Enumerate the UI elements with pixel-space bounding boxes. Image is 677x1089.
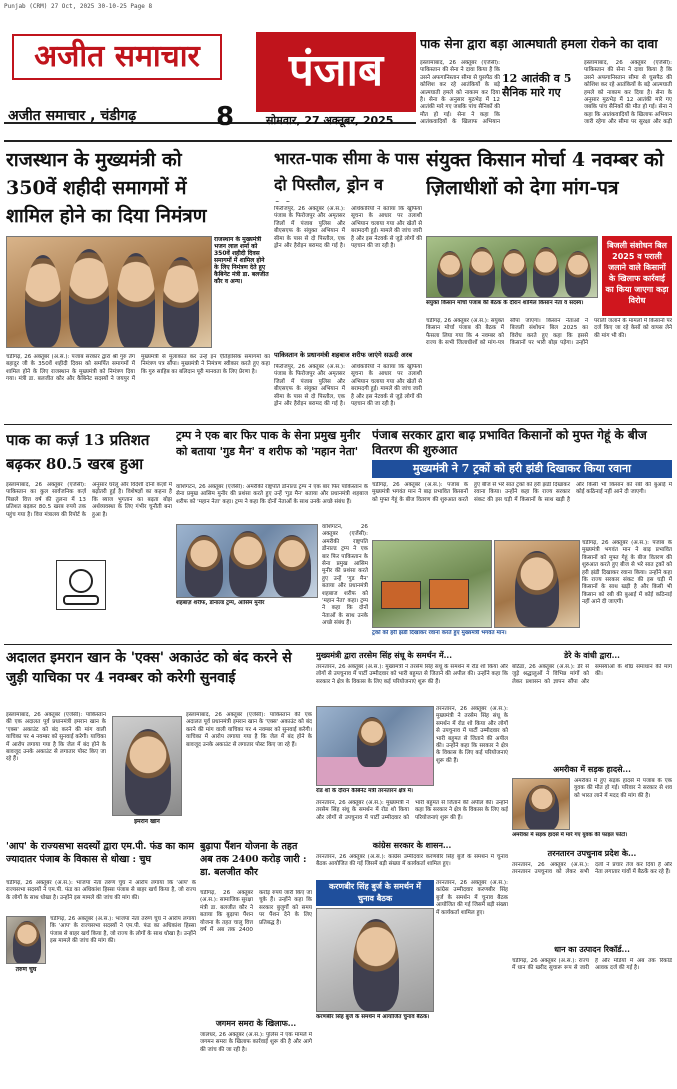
- pension-body: चंडीगढ़, 26 अक्तूबर (अ.स.): सामाजिक सुरक्षा मंत्री डा. बलजीत कौर ने बताया कि बुढ़ापा पैंशन योजना के तहत चालू वित्त वर्ष में अब तक 2400 करोड़ रुपये जारी किए जा चुके हैं। उन्होंने कहा कि सरकार बुजुर्गों को समय पर पैंशन देने के लिए प्रतिबद्ध है।: [200, 890, 312, 934]
- tarsem-body-bottom: तरनतारन, 26 अक्तूबर (अ.स.): मुख्यमंत्री ने तरसेम सिंह संधू के समर्थन में रोड शो किया और लोगों से उपचुनाव में पार्टी उम्मीदवार को भारी बहुमत से जिताने की अपील की। उन्होंने कहा कि सरकार ने क्षेत्र के विकास के लिए कई परियोजनाएं शुरू की हैं।: [316, 800, 508, 821]
- aap-body-top: चंडीगढ़, 26 अक्तूबर (अ.स.): भाजपा नेता तरुण चुघ ने आरोप लगाया कि 'आप' के राज्यसभा सदस्यों ने एम.पी. फंड का अधिकांश हिस्सा पंजाब से बाहर खर्च किया है, जो राज्य के लोगों के साथ धोखा है। उन्होंने इस मामले की जांच की मांग की।: [6, 880, 196, 901]
- aap-photo: [6, 916, 46, 964]
- trump-body-top: वाशिंगटन, 26 अक्तूबर (एजेंसी): अमरीकी राष्ट्रपति डोनाल्ड ट्रम्प ने एक बार फिर पाकिस्तान के सेना प्रमुख आसिम मुनीर की प्रशंसा करते हुए उन्हें 'गुड मैन' बताया और प्रधानमंत्री शहबाज शरीफ को 'महान नेता' कहा। ट्रम्प ने कहा कि दोनों नेताओं के साथ उनके अच्छे संबंध हैं।: [176, 484, 368, 505]
- seeds-body: चंडीगढ़, 26 अक्तूबर (अ.स.): पंजाब के मुख्यमंत्री भगवंत मान ने बाढ़ प्रभावित किसानों को मुफ्त गेहूं के बीज वितरण की शुरुआत करते हुए बीज से भरे सात ट्रकों को हरी झंडी दिखाकर रवाना किया। उन्होंने कहा कि राज्य सरकार संकट की इस घड़ी में किसानों के साथ खड़ी है और किसी भी किसान को रबी की बुआई में कोई कठिनाई नहीं आने दी जाएगी।: [372, 482, 672, 503]
- pension-headline: बुढ़ापा पैंशन योजना के तहत अब तक 2400 करोड़ जारी : डा. बलजीत कौर: [200, 841, 307, 878]
- congress-banner: करणबीर सिंह बुर्ज के समर्थन में चुनाव बैठक: [316, 880, 434, 906]
- kisan-headline: संयुक्त किसान मोर्चा 4 नवम्बर को ज़िलाधीशों को देगा मांग-पत्र: [426, 149, 664, 199]
- pak-army-headline: पाक सेना द्वारा बड़ा आत्मघाती हमला रोकने का दावा: [420, 32, 672, 56]
- tarntaran-headline-box: [512, 846, 672, 860]
- pension-headline-box: [200, 840, 312, 888]
- dateline: सोमवार, 27 अक्तूबर, 2025: [266, 114, 394, 127]
- brand-left-logo: अजीत समाचार: [12, 34, 222, 80]
- border-headline-box: [274, 146, 422, 202]
- edition-label: अजीत समाचार , चंडीगढ़: [8, 108, 137, 124]
- border-headline: भारत-पाक सीमा के पास दो पिस्तौल, ड्रोन व: [274, 149, 419, 194]
- seeds-photo-caption: ट्रकों को हरी झंडी दिखाकर रवाना करते हुए मुख्यमंत्री भगवंत मान।: [372, 630, 507, 636]
- seeds-trucks-photo: [372, 540, 492, 628]
- kisan-photo: [426, 236, 598, 298]
- seeds-headline-box: [372, 428, 672, 458]
- border-subheadline-box: [274, 350, 422, 362]
- tarsem-headline: मुख्यमंत्री द्वारा तरसेम सिंह संधू के समर्थन में...: [316, 650, 452, 660]
- american-headline-box: [512, 762, 672, 776]
- aap-headline: 'आप' के राज्यसभा सदस्यों द्वारा एम.पी. फंड का काम ज्यादातर पंजाब के विकास से धोखा : चुघ: [6, 841, 194, 865]
- aap-headline-box: [6, 840, 196, 878]
- jagman-body: जालंधर, 26 अक्तूबर (अ.स.): पुलिस ने एक मामले में जगमन समरा के खिलाफ कार्रवाई शुरू की है और आगे की जांच की जा रही है।: [200, 1032, 312, 1053]
- tarsem-body-side: तरनतारन, 26 अक्तूबर (अ.स.): मुख्यमंत्री ने तरसेम सिंह संधू के समर्थन में रोड शो किया और लोगों से उपचुनाव में पार्टी उम्मीदवार को भारी बहुमत से जिताने की अपील की। उन्होंने कहा कि सरकार ने क्षेत्र के विकास के लिए कई परियोजनाएं शुरू की हैं।: [436, 706, 508, 764]
- divider-rule: [4, 424, 672, 425]
- border-subheadline: पाकिस्तान के प्रधानमंत्री शहबाज शरीफ जाएंगे सऊदी अरब: [274, 351, 413, 359]
- kisan-body: चंडीगढ़, 26 अक्तूबर (अ.स.): संयुक्त किसान मोर्चा पंजाब की बैठक में फैसला लिया गया कि 4 नवम्बर को राज्य के सभी जिलाधीशों को मांग-पत्र सौंपा जाएगा। किसान नेताओं ने बिजली संशोधन बिल 2025 का विरोध करते हुए कहा कि इससे किसानों पर भारी बोझ पड़ेगा। उन्होंने पराली जलाने के मामलों में किसानों पर दर्ज किए जा रहे केसों को वापस लेने की मांग भी की।: [426, 318, 672, 347]
- dere-headline: डेरे के वांधी द्वारा...: [564, 650, 620, 660]
- tarsem-photo-caption: रोड शो के दौरान कैबिनेट मंत्री तरनतारन क्षेत्र में।: [316, 788, 414, 794]
- imran-body-right: इस्लामाबाद, 26 अक्तूबर (एजेंसी): पाकिस्तान की एक अदालत पूर्व प्रधानमंत्री इमरान खान के 'एक्स' अकाउंट को बंद करने की मांग वाली याचिका पर 4 नवम्बर को सुनवाई करेगी। याचिका में आरोप लगाया गया है कि जेल में बंद होने के बावजूद उनके अकाउंट से लगातार पोस्ट किए जा रहे हैं।: [186, 712, 312, 748]
- jagman-headline: जगमन समरा के खिलाफ...: [215, 1018, 297, 1028]
- aap-body: चंडीगढ़, 26 अक्तूबर (अ.स.): भाजपा नेता तरुण चुघ ने आरोप लगाया कि 'आप' के राज्यसभा सदस्यों ने एम.पी. फंड का अधिकांश हिस्सा पंजाब से बाहर खर्च किया है, जो राज्य के लोगों के साथ धोखा है। उन्होंने इस मामले की जांच की मांग की।: [50, 916, 196, 945]
- seeds-banner: मुख्यमंत्री ने 7 ट्रकों को हरी झंडी दिखाकर किया रवाना: [372, 460, 672, 478]
- trump-photo-caption: शहबाज़ शरीफ, डोनाल्ड ट्रम्प, आसिम मुनीर: [176, 600, 265, 606]
- pak-army-body-right: इस्लामाबाद, 26 अक्तूबर (एजेंसी): पाकिस्तान की सेना ने दावा किया है कि उसने अफगानिस्तान सीमा से घुसपैठ की कोशिश कर रहे आतंकियों के बड़े आत्मघाती हमले को नाकाम कर दिया है। सेना के अनुसार मुठभेड़ में 12 आतंकी मारे गए जबकि पांच सैनिकों की मौत हो गई। सेना ने कहा कि आतंकवादियों के खिलाफ अभियान जारी रहेगा और सीमा पर सुरक्षा और कड़ी: [584, 60, 672, 126]
- tarntaran-body: तरनतारन, 26 अक्तूबर (अ.स.): तरनतारन उपचुनाव को लेकर सभी दलों ने प्रचार तेज कर दिया है और नेता लगातार गांवों में बैठकें कर रहे हैं।: [512, 862, 672, 876]
- seeds-body-side: चंडीगढ़, 26 अक्तूबर (अ.स.): पंजाब के मुख्यमंत्री भगवंत मान ने बाढ़ प्रभावित किसानों को मुफ्त गेहूं के बीज वितरण की शुरुआत करते हुए बीज से भरे सात ट्रकों को हरी झंडी दिखाकर रवाना किया। उन्होंने कहा कि राज्य सरकार संकट की इस घड़ी में किसानों के साथ खड़ी है और किसी भी किसान को रबी की बुआई में कोई कठिनाई नहीं आने दी जाएगी।: [582, 540, 672, 606]
- kisan-side-note: बिजली संशोधन बिल 2025 व पराली जलाने वाले किसानों के खिलाफ कार्रवाई का किया जाएगा कड़ा विरोध: [602, 236, 672, 316]
- dere-body: बठिंडा, 26 अक्तूबर (अ.स.): डेरे से जुड़े श्रद्धालुओं ने विभिन्न मांगों को लेकर प्रशासन को ज्ञापन सौंपा और समस्याओं के शीघ्र समाधान की मांग की।: [512, 664, 672, 685]
- tarntaran-headline: तरनतारन उपचुनाव प्रदेश के...: [547, 848, 637, 858]
- american-photo-caption: अमरीका में सड़क हादसे में मारे गए युवक की फाइल फोटो।: [512, 832, 628, 838]
- dere-headline-box: [512, 648, 672, 662]
- border-sub-body: फिरोजपुर, 26 अक्तूबर (अ.स.): पंजाब के फिरोजपुर और अमृतसर जिलों में पंजाब पुलिस और बीएसएफ के संयुक्त अभियान में सीमा के पास से दो पिस्तौल, एक ड्रोन और हैरोइन बरामद की गई है। अधिकारियों ने बताया कि खुफिया सूचना के आधार पर तलाशी अभियान चलाया गया और खेतों से बरामदगी हुई। मामले की जांच जारी है और इस नेटवर्क से जुड़े लोगों की पहचान की जा रही है।: [274, 364, 422, 408]
- pak-army-kicker: 12 आतंकी व 5 सैनिक मारे गए: [502, 72, 572, 99]
- pak-debt-body: इस्लामाबाद, 26 अक्तूबर (एजेंसी): पाकिस्तान का कुल सार्वजनिक कर्ज़ पिछले वित्त वर्ष की तुलना में 13 प्रतिशत बढ़कर 80.5 खरब रुपये तक पहुंच गया है। वित्त मंत्रालय की रिपोर्ट के अनुसार घरेलू और विदेशी दोनों कर्ज़ों में बढ़ोतरी हुई है। विशेषज्ञों का कहना है कि ब्याज भुगतान का बढ़ता बोझ अर्थव्यवस्था के लिए गंभीर चुनौती बना हुआ है।: [6, 482, 172, 518]
- paddy-body: चंडीगढ़, 26 अक्तूबर (अ.स.): राज्य में धान की खरीद सुचारू रूप से जारी है और मंडियों में अब तक रिकॉर्ड आवक दर्ज की गई है।: [512, 958, 672, 972]
- kisan-photo-caption: संयुक्त किसान मोर्चा पंजाब की बैठक के दौरान शामिल किसान नेता व सदस्य।: [426, 300, 584, 306]
- imran-headline: अदालत इमरान खान के 'एक्स' अकाउंट को बंद करने से जुड़ी याचिका पर 4 नवम्बर को करेगी सुनवाई: [6, 650, 292, 686]
- paddy-headline: धान का उत्पादन रिकॉर्ड...: [554, 944, 630, 954]
- tarsem-roadshow-photo: [316, 706, 434, 786]
- congress-photo: [316, 908, 434, 1012]
- rajasthan-body: चंडीगढ़, 26 अक्तूबर (अ.स.): पंजाब सरकार द्वारा श्री गुरु तेग बहादुर जी के 350वें शहीदी दिवस को समर्पित समागमों में शामिल होने के लिए राजस्थान के मुख्यमंत्री को निमंत्रण दिया गया। मंत्री डा. बलजीत कौर और कैबिनेट सदस्यों ने जयपुर में मुख्यमंत्री से मुलाकात कर उन्हें इन ऐतिहासिक समागमों का निमंत्रण पत्र सौंपा। मुख्यमंत्री ने निमंत्रण स्वीकार करते हुए कहा कि गुरु साहिब का बलिदान पूरी मानवता के लिए प्रेरणा है।: [6, 354, 270, 383]
- american-photo: [512, 778, 570, 830]
- seeds-cm-photo: [494, 540, 580, 628]
- page-number: 8: [215, 102, 235, 132]
- congress-photo-caption: करणबीर सिंह बुर्ज के समर्थन में आयोजित चुनाव बैठक।: [316, 1014, 430, 1020]
- congress-headline-box: [316, 838, 508, 852]
- paddy-headline-box: [512, 942, 672, 956]
- rajasthan-photo: [6, 236, 212, 348]
- trump-headline: ट्रम्प ने एक बार फिर पाक के सेना प्रमुख मुनीर को बताया 'गुड मैन' व शरीफ को 'महान नेता': [176, 429, 361, 458]
- rajasthan-photo-caption: राजस्थान के मुख्यमंत्री भजन लाल शर्मा को 350वें शहीदी दिवस समागमों में शामिल होने के लिए निमंत्रण देते हुए कैबिनेट मंत्री डा. बलजीत कौर व अन्य।: [214, 236, 269, 285]
- american-body: अमरीका में हुए सड़क हादसे में पंजाब के एक युवक की मौत हो गई। परिवार ने सरकार से शव को भारत लाने में मदद की मांग की है।: [574, 778, 672, 799]
- pak-debt-headline-box: [6, 428, 172, 478]
- pak-debt-headline: पाक का कर्ज़ 13 प्रतिशत बढ़कर 80.5 खरब हुआ: [6, 431, 150, 473]
- imran-body-left: इस्लामाबाद, 26 अक्तूबर (एजेंसी): पाकिस्तान की एक अदालत पूर्व प्रधानमंत्री इमरान खान के 'एक्स' अकाउंट को बंद करने की मांग वाली याचिका पर 4 नवम्बर को सुनवाई करेगी। याचिका में आरोप लगाया गया है कि जेल में बंद होने के बावजूद उनके अकाउंट से लगातार पोस्ट किए जा रहे हैं।: [6, 712, 106, 763]
- tarsem-headline-box: [316, 648, 508, 662]
- trump-headline-box: [176, 428, 368, 480]
- congress-headline: कांग्रेस सरकार के शासन...: [372, 840, 452, 850]
- divider-rule: [4, 644, 672, 645]
- rajasthan-headline-box: [6, 146, 212, 232]
- imran-photo: [112, 716, 182, 816]
- divider-rule: [4, 140, 672, 142]
- pak-army-headline-box: [420, 32, 672, 56]
- jagman-headline-box: [200, 1016, 312, 1030]
- seeds-headline: पंजाब सरकार द्वारा बाढ़ प्रभावित किसानों को मुफ्त गेहूं के बीज वितरण की शुरुआत: [372, 428, 647, 457]
- masthead: [4, 14, 416, 132]
- rajasthan-headline: राजस्थान के मुख्यमंत्री को 350वें शहीदी समागमों में शामिल होने का दिया निमंत्रण: [6, 149, 207, 227]
- congress-body: तरनतारन, 26 अक्तूबर (अ.स.): कांग्रेस उम्मीदवार करणबीर सिंह बुर्ज के समर्थन में चुनाव बैठक आयोजित की गई जिसमें बड़ी संख्या में कार्यकर्ता शामिल हुए।: [436, 880, 508, 916]
- congress-body-top: तरनतारन, 26 अक्तूबर (अ.स.): कांग्रेस उम्मीदवार करणबीर सिंह बुर्ज के समर्थन में चुनाव बैठक आयोजित की गई जिसमें बड़ी संख्या में कार्यकर्ता शामिल हुए।: [316, 854, 508, 868]
- trump-body-side: वाशिंगटन, 26 अक्तूबर (एजेंसी): अमरीकी राष्ट्रपति डोनाल्ड ट्रम्प ने एक बार फिर पाकिस्तान के सेना प्रमुख आसिम मुनीर की प्रशंसा करते हुए उन्हें 'गुड मैन' बताया और प्रधानमंत्री शहबाज शरीफ को 'महान नेता' कहा। ट्रम्प ने कहा कि दोनों नेताओं के साथ उनके अच्छे संबंध हैं।: [322, 524, 368, 627]
- imran-photo-caption: इमरान खान: [134, 818, 160, 825]
- pak-army-body-left: इस्लामाबाद, 26 अक्तूबर (एजेंसी): पाकिस्तान की सेना ने दावा किया है कि उसने अफगानिस्तान सीमा से घुसपैठ की कोशिश कर रहे आतंकियों के बड़े आत्मघाती हमले को नाकाम कर दिया है। सेना के अनुसार मुठभेड़ में 12 आतंकी मारे गए जबकि पांच सैनिकों की मौत हो गई। सेना ने कहा कि आतंकवादियों के खिलाफ अभियान: [420, 60, 500, 126]
- imran-headline-box: [6, 648, 312, 708]
- aap-photo-caption: तरुण चुघ: [15, 966, 37, 973]
- print-info-strip: Punjab (CRM) 27 Oct, 2025 30-10-25 Page 8: [4, 3, 153, 10]
- pak-army-kicker-box: [502, 72, 580, 104]
- tarsem-body: तरनतारन, 26 अक्तूबर (अ.स.): मुख्यमंत्री ने तरसेम सिंह संधू के समर्थन में रोड शो किया और लोगों से उपचुनाव में पार्टी उम्मीदवार को भारी बहुमत से जिताने की अपील की। उन्होंने कहा कि सरकार ने क्षेत्र के विकास के लिए कई परियोजनाएं शुरू की हैं।: [316, 664, 508, 685]
- american-headline: अमरीका में सड़क हादसे...: [553, 764, 631, 774]
- border-body: फिरोजपुर, 26 अक्तूबर (अ.स.): पंजाब के फिरोजपुर और अमृतसर जिलों में पंजाब पुलिस और बीएसएफ के संयुक्त अभियान में सीमा के पास से दो पिस्तौल, एक ड्रोन और हैरोइन बरामद की गई है। अधिकारियों ने बताया कि खुफिया सूचना के आधार पर तलाशी अभियान चलाया गया और खेतों से बरामदगी हुई। मामले की जांच जारी है और इस नेटवर्क से जुड़े लोगों की पहचान की जा रही है।: [274, 206, 422, 250]
- kisan-headline-box: [426, 146, 672, 232]
- trump-photo: [176, 524, 318, 598]
- brand-right-logo: पंजाब: [256, 32, 416, 112]
